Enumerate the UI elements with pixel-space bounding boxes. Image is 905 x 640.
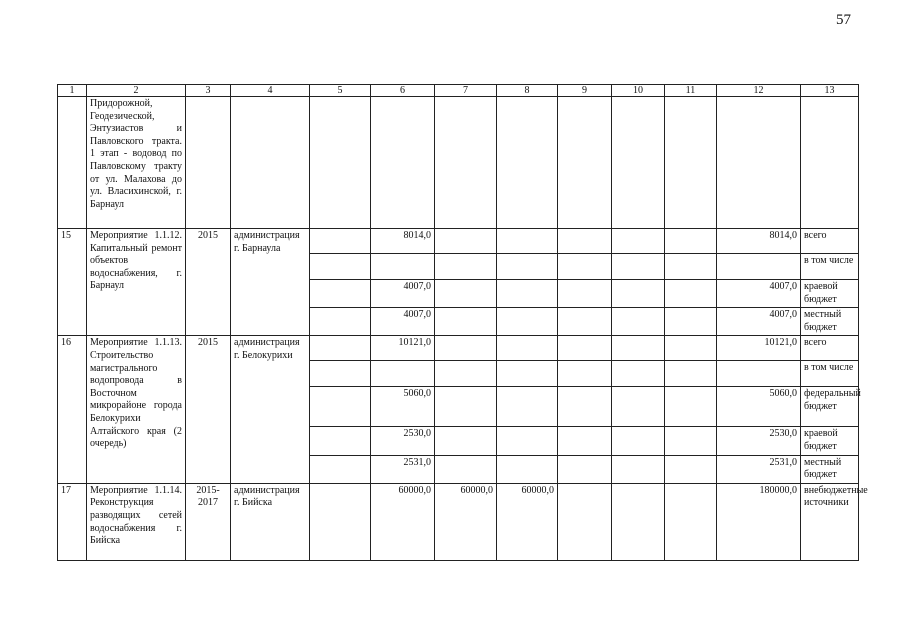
- row-number: 15: [58, 229, 87, 336]
- measure-description: Мероприятие 1.1.14. Реконструкция разводящих сетей водоснабжения г. Бийска: [87, 483, 186, 560]
- amount-total: [717, 361, 801, 387]
- amount-total: 8014,0: [717, 229, 801, 254]
- period: 2015: [186, 336, 231, 483]
- amount-2015: 10121,0: [371, 336, 435, 361]
- amount-2015: 2531,0: [371, 455, 435, 483]
- table-row: [58, 483, 859, 560]
- table-row: [58, 229, 859, 254]
- header-cell: 5: [310, 85, 371, 97]
- funding-source: федеральный бюджет: [801, 387, 859, 427]
- page-number: 57: [836, 12, 851, 28]
- funding-source: всего: [801, 229, 859, 254]
- header-cell: 2: [87, 85, 186, 97]
- amount-2015: [371, 254, 435, 280]
- funding-source: в том числе: [801, 254, 859, 280]
- budget-table: [57, 84, 868, 561]
- period: 2015-2017: [186, 483, 231, 560]
- header-cell: 10: [612, 85, 665, 97]
- amount-total: 2531,0: [717, 455, 801, 483]
- amount-2015: 8014,0: [371, 229, 435, 254]
- header-cell: 8: [497, 85, 558, 97]
- amount-total: [717, 254, 801, 280]
- amount-2017: 60000,0: [497, 483, 558, 560]
- amount-total: 180000,0: [717, 483, 801, 560]
- executor: администрация г. Белокурихи: [231, 336, 310, 483]
- header-cell: 11: [665, 85, 717, 97]
- executor: администрация г. Барнаула: [231, 229, 310, 336]
- table-row: [58, 336, 859, 361]
- header-row: [58, 85, 859, 97]
- funding-source: местный бюджет: [801, 455, 859, 483]
- funding-source: местный бюджет: [801, 308, 859, 336]
- period: 2015: [186, 229, 231, 336]
- funding-source: внебюджетные источники: [801, 483, 859, 560]
- amount-2015: 4007,0: [371, 280, 435, 308]
- header-cell: 7: [435, 85, 497, 97]
- amount-total: 2530,0: [717, 427, 801, 455]
- measure-description: Придорожной, Геодезической, Энтузиастов и Павловского тракта. 1 этап - водовод по Павловскому тракту от ул. Малахова до ул. Власихинской, г. Барнаул: [87, 97, 186, 229]
- row-number: 16: [58, 336, 87, 483]
- funding-source: в том числе: [801, 361, 859, 387]
- amount-total: 4007,0: [717, 308, 801, 336]
- amount-total: 4007,0: [717, 280, 801, 308]
- header-cell: 3: [186, 85, 231, 97]
- row-number: 17: [58, 483, 87, 560]
- funding-source: краевой бюджет: [801, 427, 859, 455]
- table-row: [58, 97, 859, 229]
- header-cell: 13: [801, 85, 859, 97]
- header-cell: 1: [58, 85, 87, 97]
- header-cell: 4: [231, 85, 310, 97]
- amount-2015: 2530,0: [371, 427, 435, 455]
- header-cell: 6: [371, 85, 435, 97]
- executor: администрация г. Бийска: [231, 483, 310, 560]
- amount-2015: 4007,0: [371, 308, 435, 336]
- amount-total: 10121,0: [717, 336, 801, 361]
- amount-2015: [371, 361, 435, 387]
- amount-2015: 5060,0: [371, 387, 435, 427]
- funding-source: всего: [801, 336, 859, 361]
- amount-2016: 60000,0: [435, 483, 497, 560]
- header-cell: 12: [717, 85, 801, 97]
- amount-2015: 60000,0: [371, 483, 435, 560]
- amount-total: 5060,0: [717, 387, 801, 427]
- funding-source: краевой бюджет: [801, 280, 859, 308]
- header-cell: 9: [558, 85, 612, 97]
- measure-description: Мероприятие 1.1.12. Капитальный ремонт объектов водоснабжения, г. Барнаул: [87, 229, 186, 336]
- measure-description: Мероприятие 1.1.13. Строительство магистрального водопровода в Восточном микрорайоне города Белокурихи Алтайского края (2 очередь): [87, 336, 186, 483]
